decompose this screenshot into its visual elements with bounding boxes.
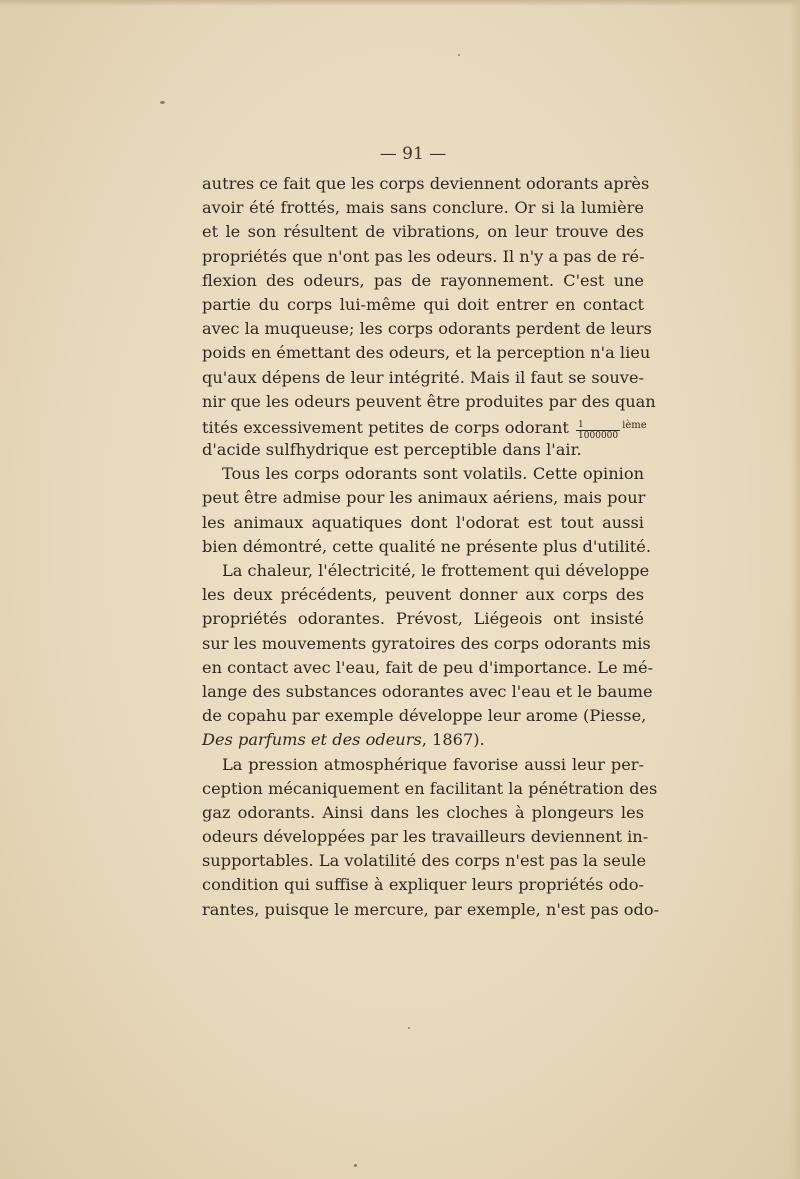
text-line: en contact avec l'eau, fait de peu d'importance. Le mé- [202, 657, 654, 677]
text-line: d'acide sulfhydrique est perceptible dans l'air. [202, 440, 582, 460]
text-line: partie du corps lui-même qui doit entrer en contact [202, 294, 644, 314]
paper-speck [160, 101, 165, 104]
text-line: avoir été frottés, mais sans conclure. Or si la lumière [202, 198, 644, 218]
fraction [576, 421, 620, 441]
text-line: les animaux aquatiques dont l'odorat est tout aussi [202, 512, 644, 532]
fraction-suffix: ième [622, 419, 647, 431]
text-line: gaz odorants. Ainsi dans les cloches à plongeurs les [202, 802, 644, 822]
citation-rest: , 1867). [421, 730, 485, 750]
text-line: autres ce fait que les corps deviennent odorants après [202, 174, 650, 193]
text-line-fraction [202, 414, 647, 441]
text-line: La chaleur, l'électricité, le frottement qui développe [222, 561, 650, 580]
text-line: condition qui suffise à expliquer leurs propriétés odo- [202, 875, 644, 895]
text-line: lange des substances odorantes avec l'eau et le baume [202, 681, 653, 701]
paper-top-edge [0, 0, 800, 6]
fraction-numerator: 1 [576, 421, 620, 431]
text-line: ception mécaniquement en facilitant la pénétration des [202, 778, 658, 798]
text-line: odeurs développées par les travailleurs deviennent in- [202, 827, 649, 847]
fraction-line-text: tités excessivement petites de corps odorant [202, 417, 569, 437]
text-line: sur les mouvements gyratoires des corps odorants mis [202, 633, 651, 653]
fraction-denominator: 1000000 [578, 430, 619, 441]
paper-speck [354, 1164, 357, 1167]
text-line: supportables. La volatilité des corps n'est pas la seule [202, 851, 647, 871]
text-line: La pression atmosphérique favorise aussi leur per- [222, 754, 644, 774]
text-line: bien démontré, cette qualité ne présente plus d'utilité. [202, 536, 651, 556]
citation-title: Des parfums et des odeurs [202, 730, 422, 750]
paper-speck [408, 1027, 410, 1029]
text-line: qu'aux dépens de leur intégrité. Mais il faut se souve- [202, 367, 644, 387]
text-line: poids en émettant des odeurs, et la perception n'a lieu [202, 343, 651, 363]
text-line: et le son résultent de vibrations, on leur trouve des [202, 222, 644, 242]
text-line-citation [202, 728, 644, 752]
body-text [202, 172, 660, 922]
text-line: de copahu par exemple développe leur arome (Piesse, [202, 706, 647, 726]
text-line: Tous les corps odorants sont volatils. Cette opinion [222, 464, 644, 484]
paper-speck [458, 54, 460, 56]
page-number: — 91 — [379, 144, 447, 164]
text-line: nir que les odeurs peuvent être produites par des quan [202, 391, 656, 411]
text-line: propriétés odorantes. Prévost, Liégeois ont insisté [202, 609, 644, 629]
paper-right-edge [790, 0, 800, 1179]
text-line: peut être admise pour les animaux aériens, mais pour [202, 488, 646, 508]
text-line: avec la muqueuse; les corps odorants perdent de leurs [202, 319, 652, 339]
text-line: rantes, puisque le mercure, par exemple, n'est pas odo- [202, 899, 660, 919]
text-line: les deux précédents, peuvent donner aux corps des [202, 585, 644, 605]
text-line: flexion des odeurs, pas de rayonnement. C'est une [202, 270, 644, 290]
text-line: propriétés que n'ont pas les odeurs. Il n'y a pas de ré- [202, 246, 645, 266]
